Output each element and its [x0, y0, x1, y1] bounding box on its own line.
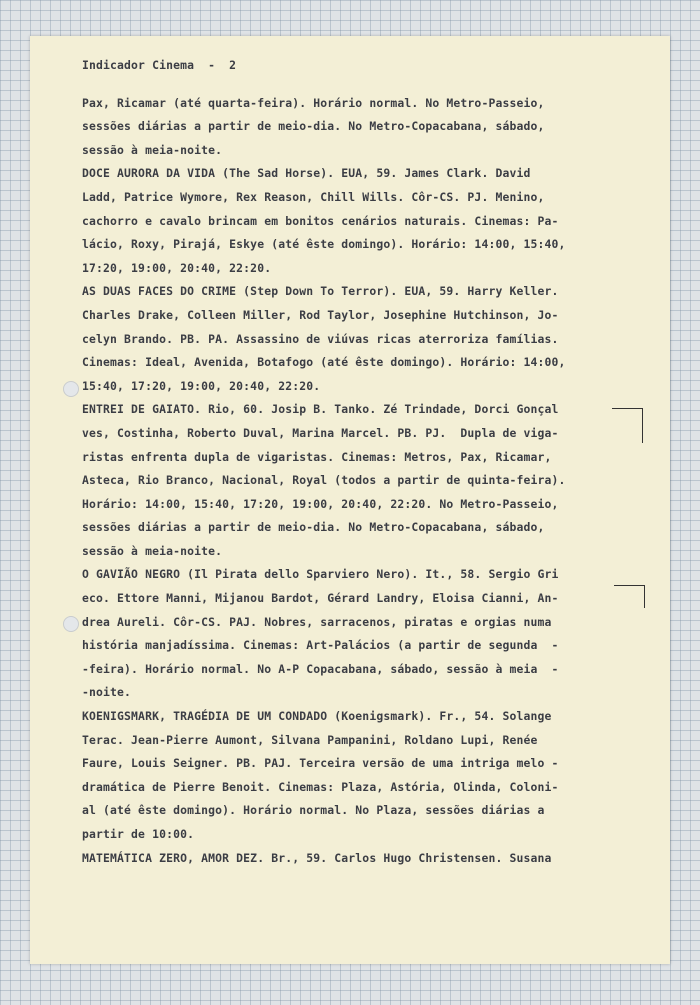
text-line: Ladd, Patrice Wymore, Rex Reason, Chill Wills. Côr-CS. PJ. Menino,: [82, 189, 545, 204]
text-line: O GAVIÃO NEGRO (Il Pirata dello Sparviero Nero). It., 58. Sergio Gri: [82, 567, 559, 582]
text-line: -feira). Horário normal. No A-P Copacabana, sábado, sessão à meia -: [82, 661, 559, 676]
text-line: Cinemas: Ideal, Avenida, Botafogo (até êste domingo). Horário: 14:00,: [82, 355, 566, 370]
text-line: sessões diárias a partir de meio-dia. No Metro-Copacabana, sábado,: [82, 119, 545, 134]
text-line: cachorro e cavalo brincam em bonitos cenários naturais. Cinemas: Pa-: [82, 213, 559, 228]
text-line: Horário: 14:00, 15:40, 17:20, 19:00, 20:40, 22:20. No Metro-Passeio,: [82, 496, 559, 511]
text-line: MATEMÁTICA ZERO, AMOR DEZ. Br., 59. Carlos Hugo Christensen. Susana: [82, 850, 552, 865]
punch-hole: [63, 616, 79, 632]
punch-hole: [63, 381, 79, 397]
text-line: AS DUAS FACES DO CRIME (Step Down To Terror). EUA, 59. Harry Keller.: [82, 284, 559, 299]
text-line: celyn Brando. PB. PA. Assassino de viúvas ricas aterroriza famílias.: [82, 331, 559, 346]
text-line: Pax, Ricamar (até quarta-feira). Horário normal. No Metro-Passeio,: [82, 95, 545, 110]
text-line: ENTREI DE GAIATO. Rio, 60. Josip B. Tanko. Zé Trindade, Dorci Gonçal: [82, 402, 559, 417]
text-line: partir de 10:00.: [82, 827, 195, 841]
text-line: eco. Ettore Manni, Mijanou Bardot, Gérard Landry, Eloisa Cianni, An-: [82, 591, 559, 606]
text-line: drea Aureli. Côr-CS. PAJ. Nobres, sarracenos, piratas e orgias numa: [82, 614, 552, 629]
text-line: 17:20, 19:00, 20:40, 22:20.: [82, 260, 272, 275]
text-line: -noite.: [82, 685, 132, 700]
text-line: ristas enfrenta dupla de vigaristas. Cinemas: Metros, Pax, Ricamar,: [82, 449, 552, 464]
text-line: DOCE AURORA DA VIDA (The Sad Horse). EUA, 59. James Clark. David: [82, 166, 531, 181]
text-line: sessões diárias a partir de meio-dia. No Metro-Copacabana, sábado,: [82, 520, 545, 535]
text-line: 15:40, 17:20, 19:00, 20:40, 22:20.: [82, 378, 321, 393]
text-line: KOENIGSMARK, TRAGÉDIA DE UM CONDADO (Koenigsmark). Fr., 54. Solange: [82, 709, 552, 724]
text-line: dramática de Pierre Benoit. Cinemas: Plaza, Astória, Olinda, Coloni-: [82, 779, 559, 794]
text-line: história manjadíssima. Cinemas: Art-Palácios (a partir de segunda -: [82, 638, 559, 653]
text-line: Terac. Jean-Pierre Aumont, Silvana Pampanini, Roldano Lupi, Renée: [82, 732, 538, 747]
text-line: lácio, Roxy, Pirajá, Eskye (até êste domingo). Horário: 14:00, 15:40,: [82, 237, 566, 252]
text-line: Asteca, Rio Branco, Nacional, Royal (todos a partir de quinta-feira).: [82, 473, 566, 488]
text-line: sessão à meia-noite.: [82, 142, 223, 157]
text-line: ves, Costinha, Roberto Duval, Marina Marcel. PB. PJ. Dupla de viga-: [82, 425, 559, 440]
document-body: [82, 54, 642, 870]
text-line: sessão à meia-noite.: [82, 543, 223, 558]
text-line: Charles Drake, Colleen Miller, Rod Taylor, Josephine Hutchinson, Jo-: [82, 307, 559, 322]
text-lines: [82, 92, 642, 871]
text-line: Faure, Louis Seigner. PB. PAJ. Terceira versão de uma intriga melo -: [82, 756, 559, 771]
text-line: al (até êste domingo). Horário normal. No Plaza, sessões diárias a: [82, 803, 545, 818]
page-header: Indicador Cinema - 2: [82, 58, 237, 72]
